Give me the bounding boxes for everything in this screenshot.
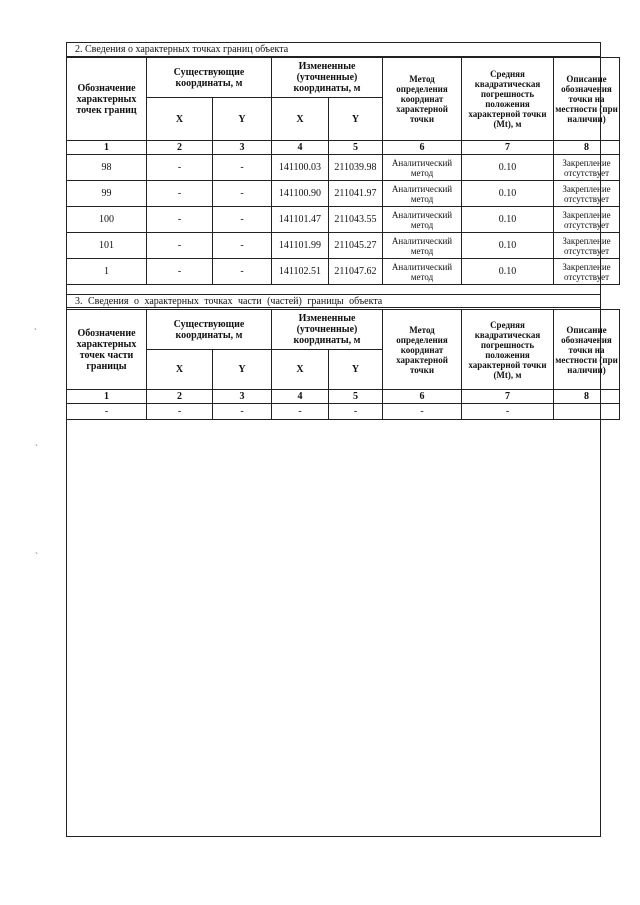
col-number: 2 bbox=[147, 141, 213, 155]
method: Аналитический метод bbox=[383, 259, 462, 285]
point-id: 100 bbox=[67, 207, 147, 233]
header-changed-y: Y bbox=[329, 98, 383, 141]
description: Закрепление отсутствует bbox=[554, 207, 620, 233]
header-method: Метод определения координат характерной точки bbox=[383, 58, 462, 141]
header-changed-x: X bbox=[272, 98, 329, 141]
table-row bbox=[67, 259, 620, 285]
table-row bbox=[67, 404, 620, 420]
changed-x: 141100.03 bbox=[272, 155, 329, 181]
col-number: 6 bbox=[383, 141, 462, 155]
table-row bbox=[67, 233, 620, 259]
column-number-row bbox=[67, 141, 620, 155]
existing-y: - bbox=[213, 259, 272, 285]
header-description: Описание обозначения точки на местности (при наличии) bbox=[554, 58, 620, 141]
header-changed-y: Y bbox=[329, 350, 383, 390]
changed-x: 141101.99 bbox=[272, 233, 329, 259]
description: Закрепление отсутствует bbox=[554, 155, 620, 181]
table-row bbox=[67, 207, 620, 233]
changed-y: 211043.55 bbox=[329, 207, 383, 233]
col-number: 1 bbox=[67, 390, 147, 404]
error: 0.10 bbox=[462, 207, 554, 233]
col-number: 8 bbox=[554, 141, 620, 155]
error: 0.10 bbox=[462, 181, 554, 207]
col-number: 5 bbox=[329, 141, 383, 155]
section-2-table bbox=[66, 57, 620, 285]
changed-y: 211039.98 bbox=[329, 155, 383, 181]
point-id: 98 bbox=[67, 155, 147, 181]
changed-y: 211041.97 bbox=[329, 181, 383, 207]
existing-x: - bbox=[147, 233, 213, 259]
empty-cell: - bbox=[383, 404, 462, 420]
existing-x: - bbox=[147, 259, 213, 285]
description: Закрепление отсутствует bbox=[554, 259, 620, 285]
point-id: 1 bbox=[67, 259, 147, 285]
header-changed-x: X bbox=[272, 350, 329, 390]
header-changed-coords: Измененные (уточненные) координаты, м bbox=[272, 58, 383, 98]
col-number: 3 bbox=[213, 390, 272, 404]
header-description: Описание обозначения точки на местности (при наличии) bbox=[554, 310, 620, 390]
existing-y: - bbox=[213, 207, 272, 233]
error: 0.10 bbox=[462, 155, 554, 181]
changed-y: 211047.62 bbox=[329, 259, 383, 285]
empty-cell: - bbox=[147, 404, 213, 420]
document-frame bbox=[66, 42, 618, 837]
method: Аналитический метод bbox=[383, 207, 462, 233]
margin-mark: ˎ bbox=[34, 320, 37, 330]
header-changed-coords: Измененные (уточненные) координаты, м bbox=[272, 310, 383, 350]
header-existing-coords: Существующие координаты, м bbox=[147, 58, 272, 98]
existing-x: - bbox=[147, 155, 213, 181]
section-2-title: 2. Сведения о характерных точках границ объекта bbox=[67, 43, 600, 57]
header-point-label: Обозначение характерных точек границ bbox=[67, 58, 147, 141]
margin-mark: ˎ bbox=[35, 436, 38, 446]
header-existing-x: X bbox=[147, 350, 213, 390]
col-number: 1 bbox=[67, 141, 147, 155]
error: 0.10 bbox=[462, 259, 554, 285]
col-number: 7 bbox=[462, 390, 554, 404]
changed-x: 141102.51 bbox=[272, 259, 329, 285]
empty-cell: - bbox=[272, 404, 329, 420]
header-existing-y: Y bbox=[213, 98, 272, 141]
empty-cell: - bbox=[329, 404, 383, 420]
table-row bbox=[67, 181, 620, 207]
col-number: 4 bbox=[272, 141, 329, 155]
error: 0.10 bbox=[462, 233, 554, 259]
header-existing-coords: Существующие координаты, м bbox=[147, 310, 272, 350]
col-number: 5 bbox=[329, 390, 383, 404]
col-number: 7 bbox=[462, 141, 554, 155]
header-error: Средняя квадратическая погрешность положения характерной точки (Mt), м bbox=[462, 310, 554, 390]
empty-cell: - bbox=[213, 404, 272, 420]
changed-x: 141101.47 bbox=[272, 207, 329, 233]
header-point-label: Обозначение характерных точек части границы bbox=[67, 310, 147, 390]
description: Закрепление отсутствует bbox=[554, 181, 620, 207]
col-number: 6 bbox=[383, 390, 462, 404]
col-number: 8 bbox=[554, 390, 620, 404]
changed-x: 141100.90 bbox=[272, 181, 329, 207]
header-error: Средняя квадратическая погрешность положения характерной точки (Mt), м bbox=[462, 58, 554, 141]
empty-cell bbox=[554, 404, 620, 420]
table-row bbox=[67, 155, 620, 181]
header-existing-x: X bbox=[147, 98, 213, 141]
existing-y: - bbox=[213, 181, 272, 207]
description: Закрепление отсутствует bbox=[554, 233, 620, 259]
header-existing-y: Y bbox=[213, 350, 272, 390]
margin-mark: ˎ bbox=[35, 544, 38, 554]
changed-y: 211045.27 bbox=[329, 233, 383, 259]
col-number: 2 bbox=[147, 390, 213, 404]
col-number: 3 bbox=[213, 141, 272, 155]
column-number-row bbox=[67, 390, 620, 404]
existing-y: - bbox=[213, 233, 272, 259]
empty-cell: - bbox=[462, 404, 554, 420]
section-3-table bbox=[66, 309, 620, 420]
header-method: Метод определения координат характерной точки bbox=[383, 310, 462, 390]
point-id: 99 bbox=[67, 181, 147, 207]
method: Аналитический метод bbox=[383, 181, 462, 207]
section-3-title: 3. Сведения о характерных точках части (частей) границы объекта bbox=[67, 294, 600, 308]
point-id: 101 bbox=[67, 233, 147, 259]
col-number: 4 bbox=[272, 390, 329, 404]
method: Аналитический метод bbox=[383, 155, 462, 181]
existing-x: - bbox=[147, 181, 213, 207]
method: Аналитический метод bbox=[383, 233, 462, 259]
empty-cell: - bbox=[67, 404, 147, 420]
existing-y: - bbox=[213, 155, 272, 181]
existing-x: - bbox=[147, 207, 213, 233]
